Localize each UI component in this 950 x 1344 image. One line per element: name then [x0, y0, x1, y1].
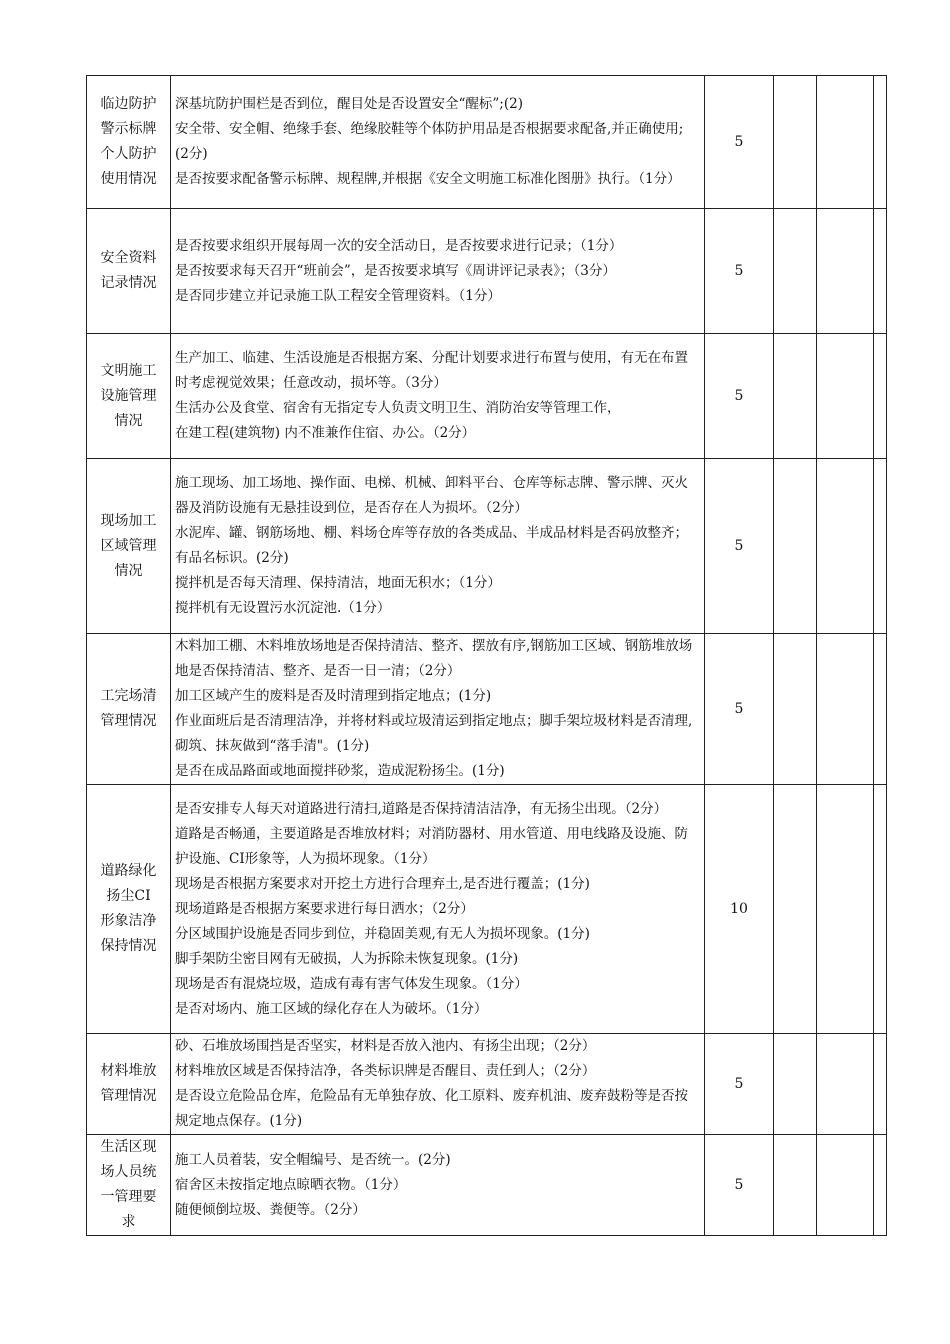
score-cell: 5 [705, 209, 774, 334]
blank-cell [874, 634, 887, 785]
category-label: 材料堆放 管理情况 [100, 1063, 157, 1104]
category-cell [87, 634, 171, 785]
blank-cell [774, 634, 817, 785]
criterion-text: 随便倾倒垃圾、粪便等。（2分） [175, 1201, 366, 1218]
criterion-text: 深基坑防护围栏是否到位，醒目处是否设置安全“醒标”;(2) [175, 96, 523, 112]
criterion-text: 宿舍区未按指定地点晾晒衣物。（1分） [175, 1176, 407, 1193]
blank-cell [774, 76, 817, 209]
category-label: 临边防护 警示标牌 个人防护 使用情况 [100, 96, 157, 187]
blank-cell [874, 76, 887, 209]
category-label: 生活区现 场人员统 一管理要 求 [100, 1139, 157, 1230]
category-cell [87, 1135, 171, 1236]
table-row [87, 785, 887, 1034]
criterion-text: 是否同步建立并记录施工队工程安全管理资料。（1分） [175, 287, 501, 304]
criteria-cell [171, 1135, 705, 1236]
criteria-cell [171, 785, 705, 1034]
blank-cell [817, 334, 874, 459]
blank-cell [774, 1135, 817, 1236]
blank-cell [817, 634, 874, 785]
category-label: 道路绿化 扬尘CI 形象洁净 保持情况 [100, 863, 157, 954]
criterion-text: 生活办公及食堂、宿舍有无指定专人负责文明卫生、消防治安等管理工作， [175, 400, 621, 416]
blank-cell [874, 1034, 887, 1135]
criterion-text: 是否安排专人每天对道路进行清扫,道路是否保持清洁洁净，有无扬尘出现。（2分） [175, 800, 668, 817]
criterion-text: 分区域围护设施是否同步到位，并稳固美观,有无人为损坏现象。(1分) [175, 925, 590, 942]
inspection-table [86, 75, 887, 1236]
category-label: 现场加工 区域管理 情况 [100, 512, 157, 579]
blank-cell [874, 334, 887, 459]
criterion-text: 加工区域产生的废料是否及时清理到指定地点；(1分) [175, 688, 492, 704]
criterion-text: 水泥库、罐、钢筋场地、棚、料场仓库等存放的各类成品、半成品材料是否码放整齐；有品名标识。(2分) [175, 525, 688, 566]
score-cell: 5 [705, 1135, 774, 1236]
category-label: 安全资料 记录情况 [100, 250, 157, 291]
category-cell [87, 785, 171, 1034]
criterion-text: 安全带、安全帽、绝缘手套、绝缘胶鞋等个体防护用品是否根据要求配备,并正确使用; (2分) [175, 121, 684, 162]
criteria-cell [171, 209, 705, 334]
blank-cell [774, 1034, 817, 1135]
blank-cell [817, 76, 874, 209]
criterion-text: 脚手架防尘密目网有无破损，人为拆除未恢复现象。(1分) [175, 950, 519, 967]
criterion-text: 是否按要求每天召开“班前会”，是否按要求填写《周讲评记录表》；（3分） [175, 262, 616, 279]
criterion-text: 砂、石堆放场围挡是否坚实，材料是否放入池内、有扬尘出现；（2分） [175, 1038, 596, 1054]
blank-cell [874, 1135, 887, 1236]
criterion-text: 木料加工棚、木料堆放场地是否保持清洁、整齐、摆放有序,钢筋加工区域、钢筋堆放场地是否保持清洁、整齐、是否一日一清；（2分） [175, 638, 693, 679]
table-row [87, 1034, 887, 1135]
score-cell: 5 [705, 634, 774, 785]
table-row [87, 1135, 887, 1236]
criteria-cell [171, 459, 705, 634]
blank-cell [774, 459, 817, 634]
criterion-text: 施工人员着装，安全帽编号、是否统一。(2分) [175, 1151, 451, 1168]
criterion-text: 道路是否畅通，主要道路是否堆放材料；对消防器材、用水管道、用电线路及设施、防护设施、CI形象等，人为损坏现象。（1分） [175, 825, 688, 867]
blank-cell [774, 785, 817, 1034]
category-cell [87, 334, 171, 459]
criterion-text: 现场道路是否根据方案要求进行每日洒水；（2分） [175, 900, 474, 917]
blank-cell [817, 459, 874, 634]
criterion-text: 是否按要求配备警示标牌、规程牌,并根据《安全文明施工标准化图册》执行。（1分） [175, 171, 681, 187]
criterion-text: 在建工程(建筑物) 内不准兼作住宿、办公。（2分） [175, 425, 476, 441]
blank-cell [874, 459, 887, 634]
category-label: 工完场清 管理情况 [100, 688, 157, 729]
criterion-text: 是否在成品路面或地面搅拌砂浆，造成泥粉扬尘。(1分) [175, 763, 505, 779]
score-cell: 5 [705, 459, 774, 634]
blank-cell [817, 1135, 874, 1236]
blank-cell [817, 785, 874, 1034]
score-cell: 5 [705, 76, 774, 209]
blank-cell [774, 209, 817, 334]
criteria-cell [171, 76, 705, 209]
criteria-cell [171, 1034, 705, 1135]
category-label: 文明施工 设施管理 情况 [100, 362, 157, 429]
score-cell: 10 [705, 785, 774, 1034]
criterion-text: 施工现场、加工场地、操作面、电梯、机械、卸料平台、仓库等标志牌、警示牌、灭火器及消防设施有无悬挂设到位，是否存在人为损坏。（2分） [175, 475, 688, 516]
score-cell: 5 [705, 334, 774, 459]
category-cell [87, 459, 171, 634]
category-cell [87, 1034, 171, 1135]
table-row [87, 334, 887, 459]
category-cell [87, 209, 171, 334]
score-cell: 5 [705, 1034, 774, 1135]
criterion-text: 作业面班后是否清理洁净，并将材料或垃圾清运到指定地点；脚手架垃圾材料是否清理,砌筑、抹灰做到“落手清"。(1分) [175, 713, 693, 754]
criterion-text: 搅拌机有无设置污水沉淀池.（1分） [175, 600, 391, 616]
criteria-cell [171, 334, 705, 459]
table-row [87, 459, 887, 634]
table-row [87, 76, 887, 209]
blank-cell [817, 209, 874, 334]
criterion-text: 搅拌机是否每天清理、保持清洁，地面无积水；（1分） [175, 575, 501, 591]
blank-cell [874, 785, 887, 1034]
criterion-text: 是否对场内、施工区域的绿化存在人为破坏。（1分） [175, 1000, 488, 1017]
blank-cell [874, 209, 887, 334]
criterion-text: 是否设立危险品仓库，危险品有无单独存放、化工原料、废弃机油、废弃鼓粉等是否按规定地点保存。(1分) [175, 1088, 688, 1129]
table-row [87, 209, 887, 334]
blank-cell [817, 1034, 874, 1135]
criterion-text: 生产加工、临建、生活设施是否根据方案、分配计划要求进行布置与使用，有无在布置时考虑视觉效果；任意改动，损坏等。（3分） [175, 350, 688, 391]
blank-cell [774, 334, 817, 459]
table-row [87, 634, 887, 785]
inspection-table-container [86, 75, 886, 1236]
criteria-cell [171, 634, 705, 785]
criterion-text: 现场是否有混烧垃圾，造成有毒有害气体发生现象。（1分） [175, 975, 528, 992]
criterion-text: 现场是否根据方案要求对开挖土方进行合理弃土,是否进行覆盖；(1分) [175, 875, 590, 892]
criterion-text: 是否按要求组织开展每周一次的安全活动日，是否按要求进行记录；（1分） [175, 237, 623, 254]
criterion-text: 材料堆放区域是否保持洁净，各类标识牌是否醒目、责任到人；（2分） [175, 1063, 596, 1079]
category-cell [87, 76, 171, 209]
